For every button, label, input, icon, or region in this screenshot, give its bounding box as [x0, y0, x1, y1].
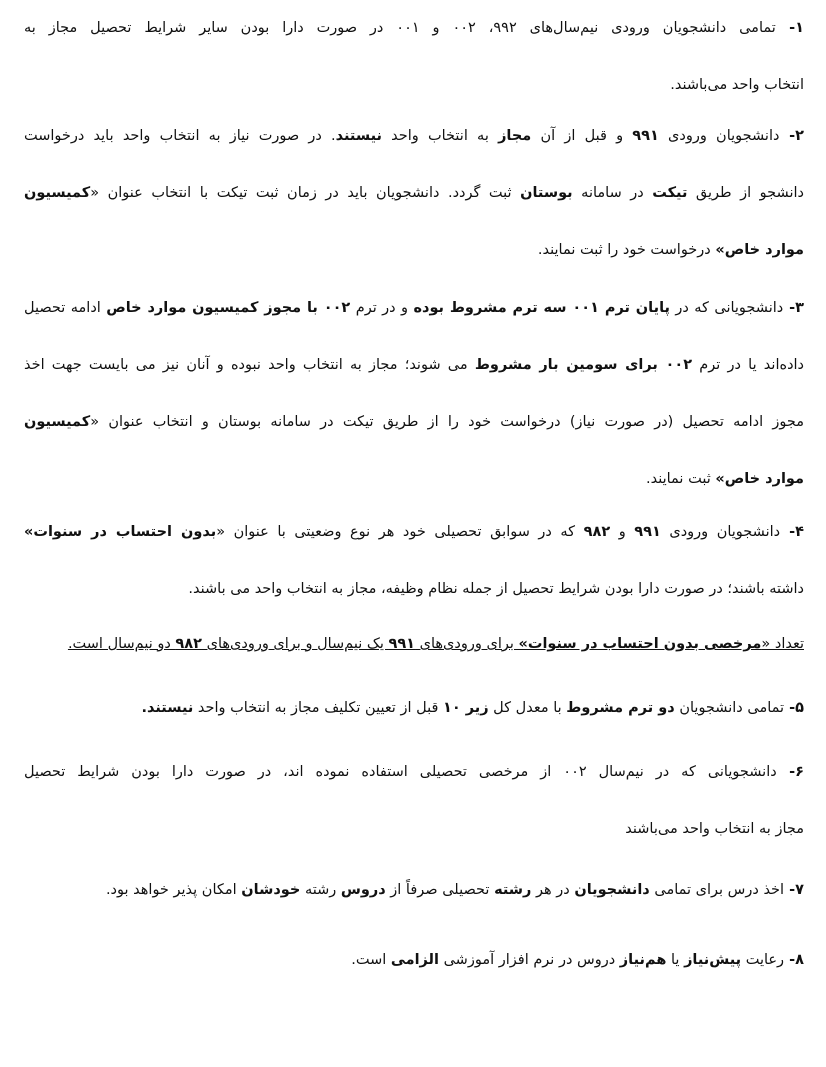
text-run: با معدل کل	[488, 700, 567, 716]
text-run: . در صورت نیاز به انتخاب واحد باید درخواست	[24, 128, 336, 144]
text-run: به انتخاب واحد	[381, 128, 499, 144]
text-run: و در ترم	[350, 300, 414, 316]
text-line	[24, 815, 804, 843]
text-run: داشته باشند؛ در صورت دارا بودن شرایط تحصیل از جمله نظام وظیفه، مجاز به انتخاب واحد می باشند.	[188, 581, 804, 597]
bold-text-run: پیش‌نیاز	[684, 952, 742, 968]
bold-text-run: الزامی	[390, 952, 439, 968]
text-run: انتخاب واحد می‌باشند.	[670, 77, 804, 93]
bold-text-run: ۹۸۲	[175, 636, 202, 652]
text-line	[24, 236, 804, 264]
text-run: ثبت گردد. دانشجویان باید در زمان ثبت تیکت با انتخاب عنوان «	[90, 185, 521, 201]
bold-text-run: خودشان	[241, 882, 301, 898]
leave-count-note	[24, 630, 804, 694]
rule-item-3	[24, 294, 804, 518]
text-run: یا	[666, 952, 685, 968]
text-run: که در سوابق تحصیلی خود هر نوع وضعیتی با عنوان «	[216, 524, 584, 540]
bold-text-run: ۹۹۱	[634, 524, 661, 540]
text-run: در هر	[531, 882, 575, 898]
text-line	[24, 179, 804, 207]
bold-text-run: دو ترم مشروط	[566, 700, 675, 716]
text-line	[24, 876, 804, 904]
rule-item-8	[24, 946, 804, 986]
rule-item-5	[24, 694, 804, 758]
bold-text-run: ۴-	[780, 524, 804, 540]
text-run: دانشجویان ورودی	[660, 524, 781, 540]
bold-text-run: مرخصی بدون احتساب در سنوات»	[518, 636, 762, 652]
bold-text-run: دروس	[340, 882, 386, 898]
bold-text-run: موارد خاص»	[715, 242, 804, 258]
bold-text-run: ۵-	[784, 700, 804, 716]
text-run: دانشجو از طریق	[687, 185, 804, 201]
text-run: داده‌اند یا در ترم	[692, 357, 804, 373]
text-run: مجوز ادامه تحصیل (در صورت نیاز) درخواست خود را از طریق تیکت در سامانه بوستان و انتخاب عنوان «	[90, 414, 804, 430]
text-line	[24, 71, 804, 99]
text-run: دانشجویان ورودی	[658, 128, 780, 144]
text-run: تعداد «	[761, 636, 804, 652]
bold-text-run: بوستان	[520, 185, 573, 201]
text-run: تمامی دانشجویان ورودی نیم‌سال‌های ۹۹۲، ۰۰۲ و ۰۰۱ در صورت دارا بودن سایر شرایط تحصیل مجاز به	[24, 20, 776, 36]
text-run: دو نیم‌سال است.	[67, 636, 176, 652]
text-run: رعایت	[741, 952, 785, 968]
text-run: امکان پذیر خواهد بود.	[105, 882, 242, 898]
bold-text-run: ۲-	[779, 128, 804, 144]
bold-text-run: نیستند.	[141, 700, 194, 716]
bold-text-run: تیکت	[652, 185, 688, 201]
text-run: دروس در نرم افزار آموزشی	[438, 952, 620, 968]
text-run: دانشجویانی که در	[669, 300, 784, 316]
text-run: است.	[351, 952, 391, 968]
text-line	[24, 408, 804, 436]
bold-text-run: کمیسیون	[24, 185, 91, 201]
text-run: تحصیلی صرفاً از	[385, 882, 495, 898]
text-run: برای ورودی‌های	[415, 636, 519, 652]
bold-text-run: ۹۹۱	[388, 636, 416, 652]
text-line	[24, 351, 804, 379]
bold-text-run: زیر ۱۰	[443, 700, 489, 716]
bold-text-run: رشته	[494, 882, 532, 898]
text-run: و	[610, 524, 635, 540]
bold-text-run: موارد خاص»	[715, 471, 804, 487]
rule-item-7	[24, 876, 804, 946]
rule-item-1	[24, 14, 804, 122]
text-run: اخذ درس برای تمامی	[649, 882, 785, 898]
bold-text-run: ۳-	[783, 300, 804, 316]
bold-text-run: ۱-	[775, 20, 804, 36]
text-line	[24, 694, 804, 722]
bold-text-run: ۸-	[784, 952, 804, 968]
text-run: می شوند؛ مجاز به انتخاب واحد نبوده و آنان نیز می بایست جهت اخذ	[24, 357, 475, 373]
text-run: قبل از تعیین تکلیف مجاز به انتخاب واحد	[193, 700, 443, 716]
text-run: درخواست خود را ثبت نمایند.	[537, 242, 716, 258]
bold-text-run: ۹۹۱	[632, 128, 659, 144]
bold-text-run: ۰۰۲ با مجوز کمیسیون موارد خاص	[106, 300, 351, 316]
text-run: دانشجویانی که در نیم‌سال ۰۰۲ از مرخصی تحصیلی استفاده نموده اند، در صورت دارا بودن شرایط تحصیل	[24, 764, 777, 780]
text-run: یک نیم‌سال و برای ورودی‌های	[201, 636, 389, 652]
text-line	[24, 14, 804, 42]
text-run: مجاز به انتخاب واحد می‌باشند	[625, 821, 804, 837]
bold-text-run: ۰۰۲ برای سومین بار مشروط	[474, 357, 693, 373]
text-line	[24, 465, 804, 493]
text-line	[24, 630, 804, 658]
text-line	[24, 294, 804, 322]
text-line	[24, 758, 804, 786]
text-line	[24, 946, 804, 974]
bold-text-run: ۷-	[784, 882, 804, 898]
text-line	[24, 518, 804, 546]
text-run: ادامه تحصیل	[24, 300, 107, 316]
bold-text-run: مجاز	[498, 128, 532, 144]
text-line	[24, 575, 804, 603]
bold-text-run: دانشجویان	[574, 882, 650, 898]
text-run: تمامی دانشجویان	[674, 700, 785, 716]
rule-item-2	[24, 122, 804, 294]
bold-text-run: پایان ترم ۰۰۱ سه ترم مشروط بوده	[413, 300, 670, 316]
bold-text-run: نیستند	[335, 128, 382, 144]
text-line	[24, 122, 804, 150]
bold-text-run: هم‌نیاز	[619, 952, 667, 968]
bold-text-run: بدون احتساب در سنوات»	[24, 524, 217, 540]
rule-item-6	[24, 758, 804, 876]
text-run: رشته	[300, 882, 341, 898]
text-run: در سامانه	[572, 185, 653, 201]
bold-text-run: ۶-	[776, 764, 804, 780]
bold-text-run: کمیسیون	[24, 414, 91, 430]
text-run: ثبت نمایند.	[646, 471, 716, 487]
bold-text-run: ۹۸۲	[583, 524, 611, 540]
text-run: و قبل از آن	[531, 128, 633, 144]
rule-item-4	[24, 518, 804, 630]
